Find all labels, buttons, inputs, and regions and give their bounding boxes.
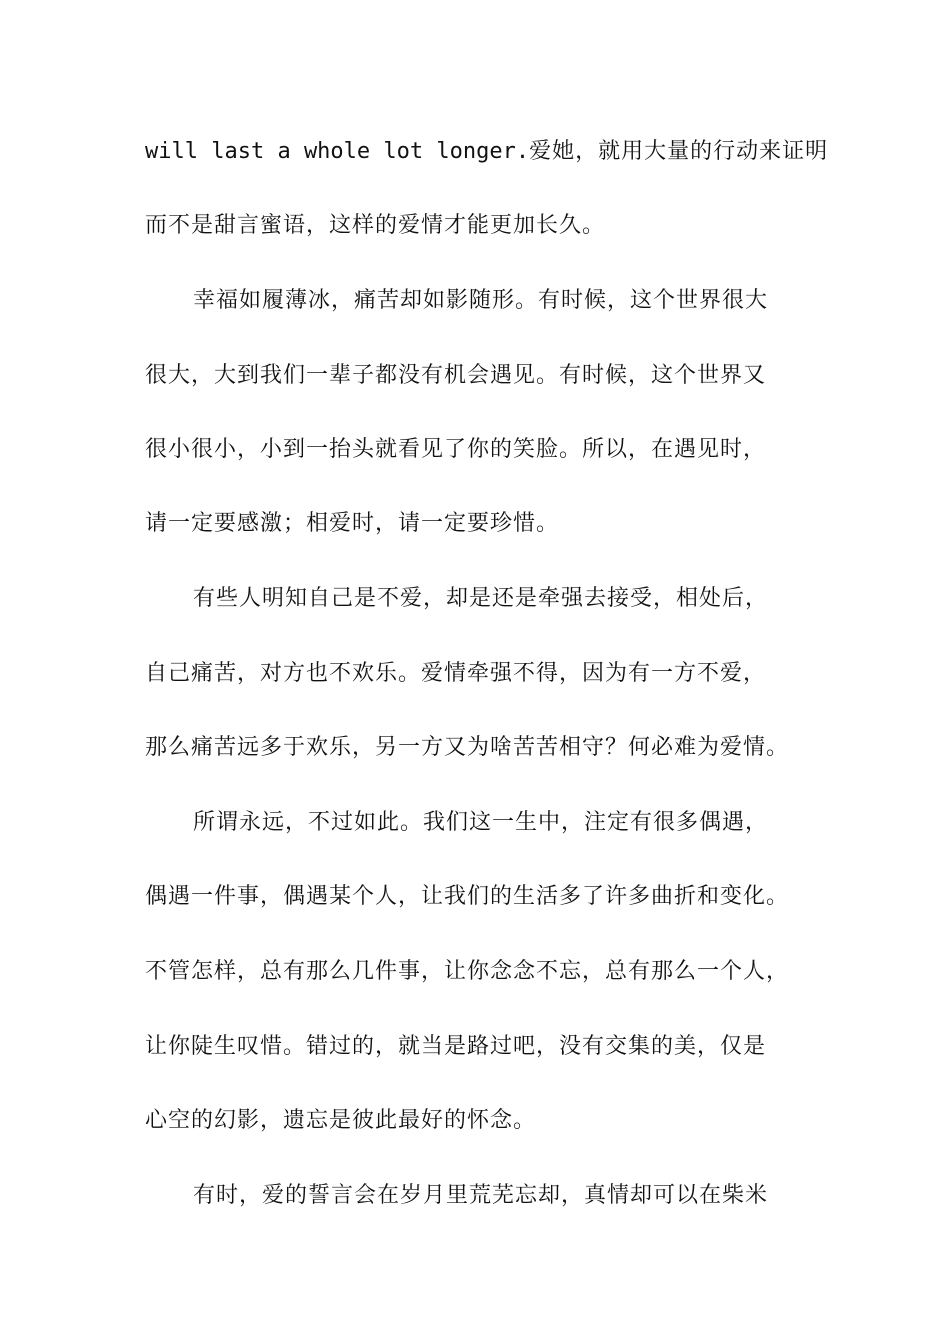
paragraph-start-line: 所谓永远，不过如此。我们这一生中，注定有很多偶遇， [193,810,769,835]
text-line-1-cjk: 爱她，就用大量的行动来证明 [529,139,829,164]
text-line-4: 很大，大到我们一辈子都没有机会遇见。有时候，这个世界又 [145,363,767,388]
text-line-14: 心空的幻影，遗忘是彼此最好的怀念。 [145,1108,537,1133]
paragraph-start-line: 有些人明知自己是不爱，却是还是牵强去接受，相处后， [193,586,769,611]
text-line-11: 偶遇一件事，偶遇某个人，让我们的生活多了许多曲折和变化。 [145,884,790,909]
text-line-9: 那么痛苦远多于欢乐，另一方又为啥苦苦相守？何必难为爱情。 [145,735,790,760]
text-line-2: 而不是甜言蜜语，这样的爱情才能更加长久。 [145,213,606,238]
text-line-1-latin: will last a whole lot longer. [145,139,530,164]
text-line-8: 自己痛苦，对方也不欢乐。爱情牵强不得，因为有一方不爱， [145,661,767,686]
text-line-6: 请一定要感激；相爱时，请一定要珍惜。 [145,511,560,536]
text-line-1 [145,132,845,172]
paragraph-start-line: 幸福如履薄冰，痛苦却如影随形。有时候，这个世界很大 [193,288,769,313]
text-line-13: 让你陡生叹惜。错过的，就当是路过吧，没有交集的美，仅是 [145,1034,767,1059]
text-line-12: 不管怎样，总有那么几件事，让你念念不忘，总有那么一个人， [145,959,790,984]
paragraph-start-line: 有时，爱的誓言会在岁月里荒芜忘却，真情却可以在柴米 [193,1183,769,1208]
text-line-5: 很小很小，小到一抬头就看见了你的笑脸。所以，在遇见时， [145,437,767,462]
